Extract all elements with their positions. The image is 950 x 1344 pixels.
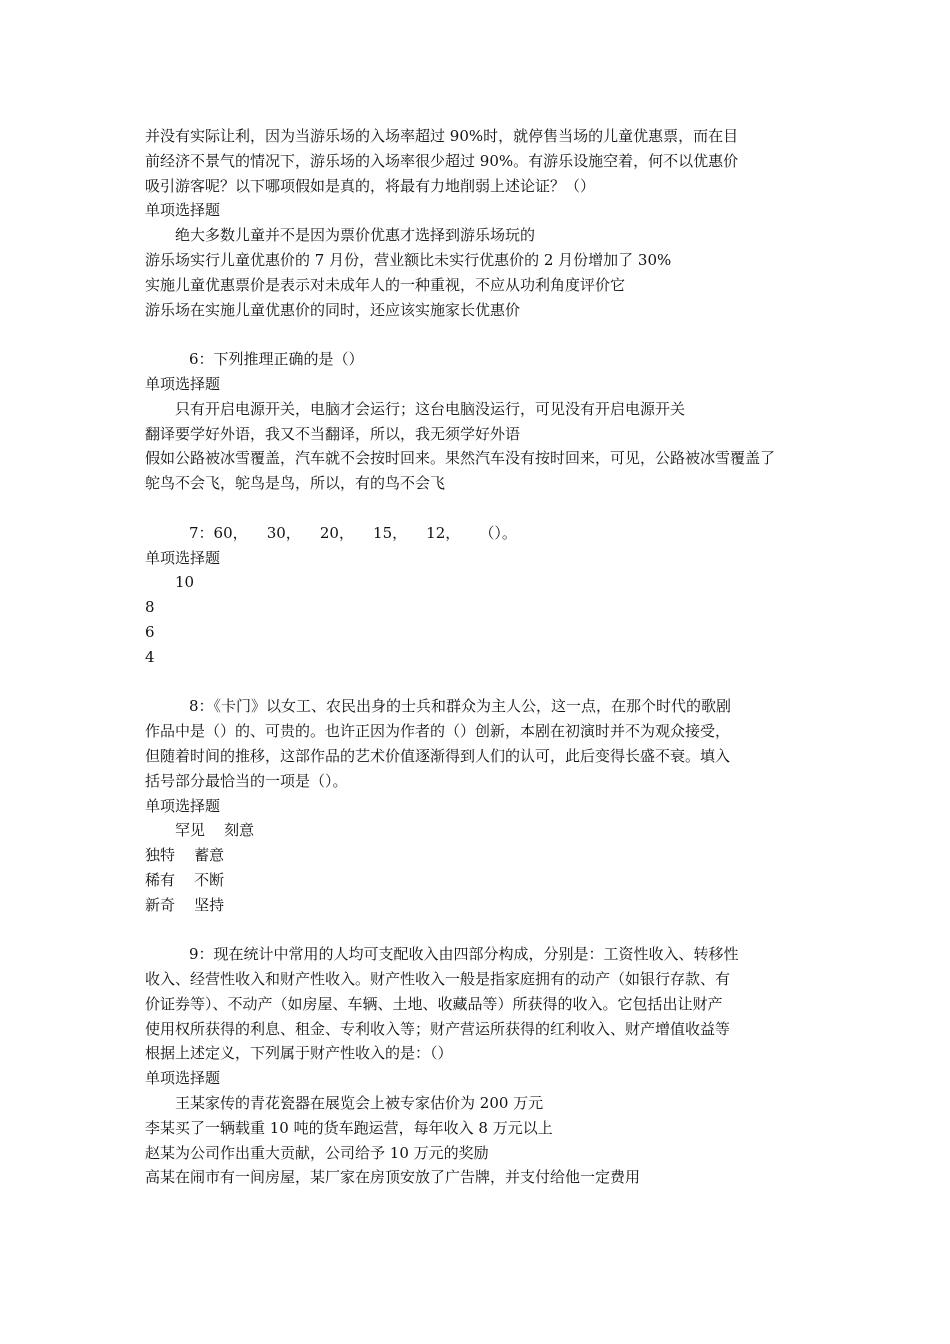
question-7 [145, 521, 813, 670]
document-page [145, 124, 813, 1190]
option-d: 鸵鸟不会飞，鸵鸟是鸟，所以，有的鸟不会飞 [145, 474, 446, 493]
question-9 [145, 942, 813, 1190]
option-d: 高某在闹市有一间房屋，某厂家在房顶安放了广告牌，并支付给他一定费用 [145, 1168, 641, 1187]
question-stem-line: 根据上述定义，下列属于财产性收入的是：（） [145, 1044, 453, 1063]
question-stem: 7：60， 30， 20， 15， 12， （）。 [189, 523, 517, 542]
question-stem-line: 并没有实际让利，因为当游乐场的入场率超过 90%时，就停售当场的儿童优惠票，而在目 [145, 127, 739, 145]
option-a: 10 [175, 573, 195, 592]
question-stem-line: 括号部分最恰当的一项是（）。 [145, 771, 348, 790]
option-b: 翻译要学好外语，我又不当翻译，所以，我无须学好外语 [145, 424, 521, 443]
question-stem-line: 使用权所获得的利息、租金、专利收入等；财产营运所获得的红利收入、财产增值收益等 [145, 1019, 731, 1038]
question-stem-line: 价证券等）、不动产（如房屋、车辆、土地、收藏品等）所获得的收入。它包括出让财产 [145, 994, 723, 1013]
question-type-label: 单项选择题 [145, 374, 221, 393]
option-b: 李某买了一辆载重 10 吨的货车跑运营，每年收入 8 万元以上 [145, 1118, 553, 1137]
question-stem-line: 9：现在统计中常用的人均可支配收入由四部分构成，分别是：工资性收入、转移性 [189, 945, 739, 964]
option-a: 罕见 刻意 [175, 821, 255, 840]
question-5 [145, 124, 813, 322]
question-8 [145, 694, 813, 917]
option-b: 游乐场实行儿童优惠价的 7 月份，营业额比未实行优惠价的 2 月份增加了 30% [145, 250, 672, 269]
question-type-label: 单项选择题 [145, 201, 221, 220]
option-b: 独特 蓄意 [145, 846, 225, 865]
option-a: 绝大多数儿童并不是因为票价优惠才选择到游乐场玩的 [175, 226, 536, 245]
option-c: 假如公路被冰雪覆盖，汽车就不会按时回来。果然汽车没有按时回来，可见，公路被冰雪覆盖了 [145, 449, 776, 468]
question-stem-line: 吸引游客呢？以下哪项假如是真的，将最有力地削弱上述论证？（） [145, 176, 596, 195]
question-stem-line: 8：《卡门》以女工、农民出身的士兵和群众为主人公，这一点，在那个时代的歌剧 [189, 697, 732, 716]
question-stem-line: 但随着时间的推移，这部作品的艺术价值逐渐得到人们的认可，此后变得长盛不衰。填入 [145, 746, 731, 765]
option-a: 王某家传的青花瓷器在展览会上被专家估价为 200 万元 [175, 1094, 544, 1113]
question-type-label: 单项选择题 [145, 548, 221, 567]
option-a: 只有开启电源开关，电脑才会运行；这台电脑没运行，可见没有开启电源开关 [175, 399, 686, 418]
question-stem-line: 前经济不景气的情况下，游乐场的入场率很少超过 90%。有游乐设施空着，何不以优惠价 [145, 151, 739, 170]
option-d: 新奇 坚持 [145, 895, 225, 914]
option-d: 游乐场在实施儿童优惠价的同时，还应该实施家长优惠价 [145, 300, 521, 319]
question-type-label: 单项选择题 [145, 1069, 221, 1088]
option-d: 4 [145, 647, 155, 666]
option-c: 赵某为公司作出重大贡献，公司给予 10 万元的奖励 [145, 1143, 489, 1162]
option-c: 稀有 不断 [145, 870, 225, 889]
option-b: 8 [145, 598, 155, 617]
option-c: 6 [145, 622, 155, 641]
question-stem-line: 收入、经营性收入和财产性收入。财产性收入一般是指家庭拥有的动产（如银行存款、有 [145, 970, 731, 989]
question-stem: 6：下列推理正确的是（） [189, 350, 364, 369]
question-type-label: 单项选择题 [145, 796, 221, 815]
question-stem-line: 作品中是（）的、可贵的。也许正因为作者的（）创新，本剧在初演时并不为观众接受， [145, 722, 731, 741]
option-c: 实施儿童优惠票价是表示对未成年人的一种重视，不应从功利角度评价它 [145, 275, 626, 294]
question-6 [145, 347, 813, 496]
